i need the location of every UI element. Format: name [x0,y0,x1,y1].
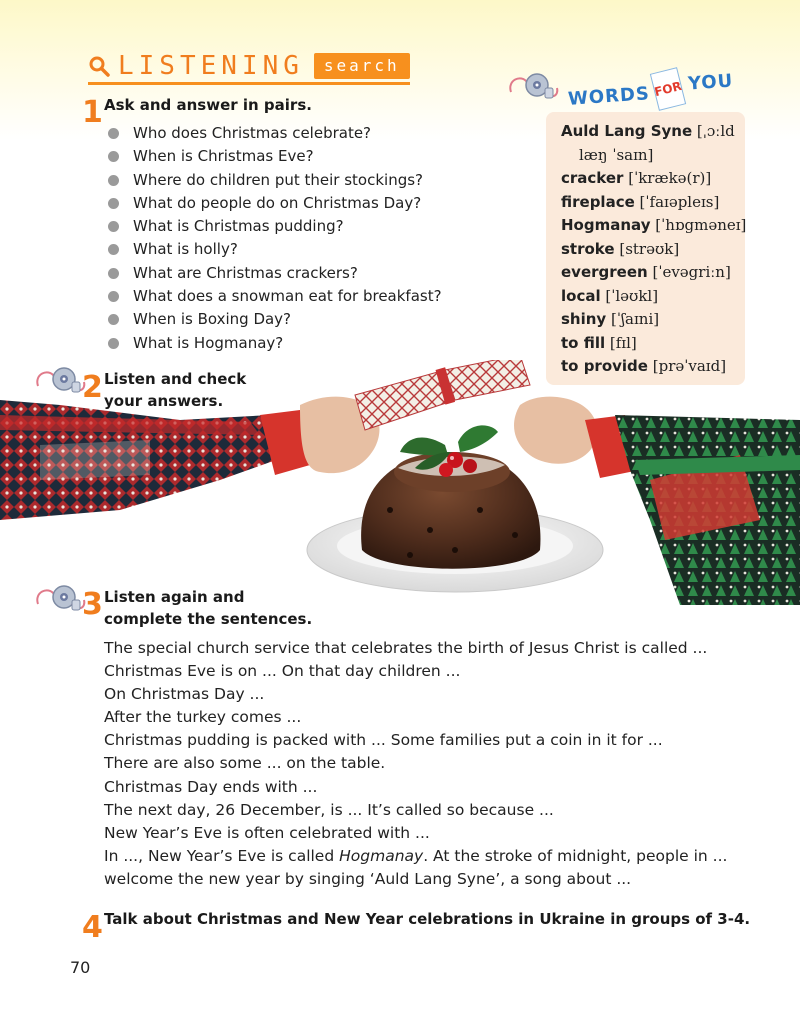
vocabulary-list [561,120,746,379]
list-item: What are Christmas crackers? [108,262,442,285]
exercise-3-number: 3 [82,587,103,622]
sentence: The special church service that celebrates the birth of Jesus Christ is called ... [104,639,708,657]
vocab-word: Auld Lang Syne [561,122,693,140]
vocab-item [561,238,746,262]
exercise-2-number: 2 [82,370,103,405]
vocab-item [561,191,746,215]
header-underline [88,82,410,85]
section-title: LISTENING [118,51,304,81]
sentence-part: In ..., New Year’s Eve is called [104,846,340,865]
exercise-3-title-line-1: Listen again and [104,588,245,606]
vocab-transcription: læŋ ˈsaɪn] [579,145,654,164]
words-for-you-for: FOR [650,67,686,111]
vocab-word: stroke [561,239,615,258]
vocab-word: shiny [561,310,607,328]
list-item: What is holly? [108,238,442,261]
list-item: Where do children put their stockings? [108,169,442,192]
list-item: What is Hogmanay? [108,332,442,355]
sentence: Christmas Day ends with ... [104,777,318,796]
exercise-2-title-line-2: your answers. [104,392,224,410]
vocab-transcription: [ˈʃaɪni] [611,310,660,328]
vocab-transcription: [ˈhɒgməneɪ] [655,216,747,234]
words-for-you-you: YOU [687,70,734,95]
vocab-word: to fill [561,333,606,352]
sentence [104,845,727,868]
vocab-word: to provide [561,357,648,375]
vocab-transcription: [ˈfaɪəpleɪs] [639,192,720,211]
cd-audio-icon [507,70,563,104]
list-item: What is Christmas pudding? [108,215,442,238]
vocab-transcription: [ˈləʊkl] [605,286,659,305]
vocab-item [561,261,746,285]
words-for-you-words: WORDS [567,83,651,110]
exercise-3-title-line-2: complete the sentences. [104,610,313,628]
sentence: Christmas pudding is packed with ... Some families put a coin in it for ... [104,731,663,750]
vocab-word: fireplace [561,192,635,211]
sentence: On Christmas Day ... [104,685,265,704]
vocab-item [561,120,746,144]
vocab-item [561,332,746,356]
vocab-transcription: [strəʊk] [619,239,680,258]
exercise-2-title-line-1: Listen and check [104,370,247,388]
vocab-item [561,285,746,309]
vocab-word: local [561,286,601,305]
vocab-transcription: [prəˈvaɪd] [652,357,727,375]
sentence: There are also some ... on the table. [104,754,386,773]
vocab-item [561,144,746,168]
list-item: When is Boxing Day? [108,308,442,331]
list-item: What does a snowman eat for breakfast? [108,285,442,308]
vocab-word: cracker [561,169,624,187]
vocab-word: evergreen [561,263,648,281]
exercise-3-title [104,586,312,630]
page-number: 70 [70,958,91,977]
magnifier-icon [88,53,114,79]
exercise-1-number: 1 [82,95,103,130]
list-item: When is Christmas Eve? [108,145,442,168]
list-item: What do people do on Christmas Day? [108,192,442,215]
vocab-item [561,214,746,238]
exercise-4-number: 4 [82,910,103,945]
vocab-transcription: [ˌɔːld [696,122,735,140]
exercise-1-title: Ask and answer in pairs. [104,96,312,114]
list-item: Who does Christmas celebrate? [108,122,442,145]
exercise-2-title [104,368,246,412]
vocab-transcription: [ˈkrækə(r)] [628,169,712,187]
section-tag: search [314,53,410,79]
vocab-item [561,167,746,191]
sentence: After the turkey comes ... [104,708,302,727]
sentence-part: . At the stroke of midnight, people in ... [423,846,728,865]
question-list [108,122,442,355]
sentence: Christmas Eve is on ... On that day children ... [104,662,461,681]
vocab-transcription: [ˈevəgriːn] [652,263,731,281]
vocab-transcription: [fɪl] [609,333,637,352]
sentence-italic-term: Hogmanay [339,846,424,865]
vocab-item [561,308,746,332]
sentence: welcome the new year by singing ‘Auld Lang Syne’, a song about ... [104,869,632,888]
sentence: New Year’s Eve is often celebrated with ... [104,823,430,842]
sentence: The next day, 26 December, is ... It’s called so because ... [104,800,554,819]
section-header [88,50,410,82]
vocab-word: Hogmanay [561,216,651,234]
exercise-4-title: Talk about Christmas and New Year celebrations in Ukraine in groups of 3-4. [104,910,751,928]
sentence-list [104,637,727,891]
words-for-you-title [560,68,760,118]
